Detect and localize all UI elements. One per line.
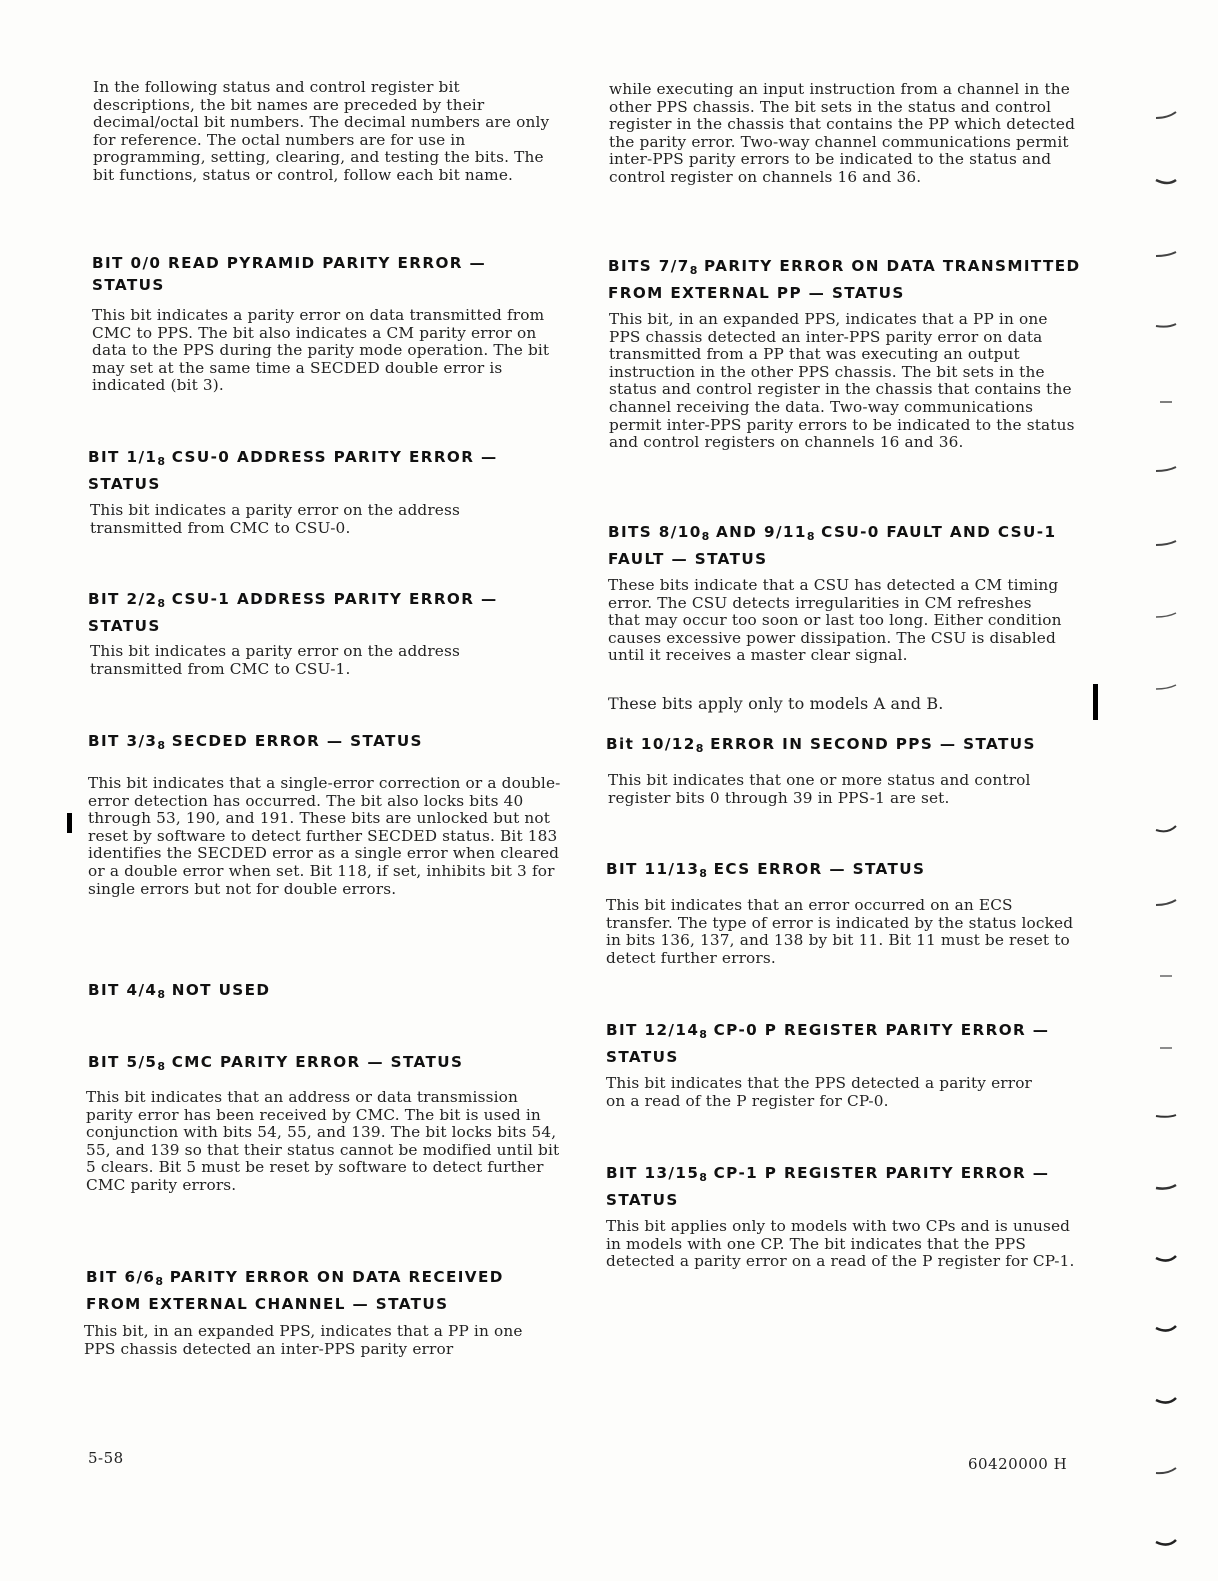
bit-12-heading <box>606 1019 1076 1068</box>
bit-0-heading <box>92 252 512 296</box>
intro-paragraph: In the following status and control register bit descriptions, the bit names are preceded by their decimal/octal bit numbers. The decimal numbers are only for reference. The octal numbers are for use in programming, setting, clearing, and testing the bits. The bit functions, status or control, follow each bit name. <box>93 78 550 184</box>
bit-9-number: AND 9/11 <box>716 523 807 541</box>
edge-mark-icon <box>1154 174 1180 188</box>
bit-11-description: This bit indicates that an error occurred on an ECS transfer. The type of error is indicated by the status locked in bits 136, 137, and 138 by bit 11. Bit 11 must be reset to detect further errors. <box>606 896 1074 967</box>
edge-mark-icon <box>1154 608 1180 622</box>
bit-13-title: CP-1 P REGISTER PARITY ERROR — STATUS <box>606 1164 1050 1209</box>
edge-mark-icon <box>1154 394 1180 408</box>
revision-bar <box>67 813 72 833</box>
bit-8-number: BITS 8/10 <box>608 523 702 541</box>
bit-8-9-title: CSU-0 FAULT AND CSU-1 FAULT — STATUS <box>608 523 1057 568</box>
bit-2-octal-subscript: 8 <box>157 597 166 610</box>
bit-10-number: Bit 10/12 <box>606 735 696 753</box>
edge-mark-icon <box>1154 680 1180 694</box>
edge-mark-icon <box>1154 1464 1180 1478</box>
bit-1-number: BIT 1/1 <box>88 448 158 466</box>
edge-mark-icon <box>1154 822 1180 836</box>
revision-bar <box>1093 684 1098 720</box>
edge-mark-icon <box>1154 1252 1180 1266</box>
bit-4-title: NOT USED <box>171 981 271 999</box>
bit-3-number: BIT 3/3 <box>88 732 158 750</box>
bit-2-description: This bit indicates a parity error on the address transmitted from CMC to CSU-1. <box>90 642 461 678</box>
edge-mark-icon <box>1154 1322 1180 1336</box>
bit-13-description: This bit applies only to models with two CPs and is unused in models with one CP. The bit indicates that the PPS detected a parity error on a read of the P register for CP-1. <box>606 1217 1075 1271</box>
bit-5-octal-subscript: 8 <box>157 1060 166 1073</box>
edge-mark-icon <box>1154 462 1180 476</box>
bit-3-heading <box>88 730 588 757</box>
bit-10-description: This bit indicates that one or more status and control register bits 0 through 39 in PPS-1 are set. <box>608 771 1031 807</box>
bit-2-title: CSU-1 ADDRESS PARITY ERROR — STATUS <box>88 590 498 635</box>
bit-1-description: This bit indicates a parity error on the address transmitted from CMC to CSU-0. <box>90 501 461 537</box>
bit-3-octal-subscript: 8 <box>157 739 166 752</box>
edge-mark-icon <box>1154 1108 1180 1122</box>
bit-2-heading <box>88 588 518 637</box>
bit-6-title: PARITY ERROR ON DATA RECEIVED FROM EXTERNAL CHANNEL — STATUS <box>86 1268 504 1313</box>
bit-1-octal-subscript: 8 <box>157 455 166 468</box>
bit-11-heading <box>606 858 1106 885</box>
bit-3-description: This bit indicates that a single-error correction or a double-error detection has occurred. The bit also locks bits 40 through 53, 190, and 191. These bits are unlocked but not reset by software to detect further SECDED status. Bit 183 identifies the SECDED error as a single error when cleared or a double error when set. Bit 118, if set, inhibits bit 3 for single errors but not for double errors. <box>88 774 561 898</box>
edge-mark-icon <box>1154 108 1180 122</box>
document-number: 60420000 H <box>968 1455 1068 1473</box>
continued-paragraph: while executing an input instruction from a channel in the other PPS chassis. The bit sets in the status and control register in the chassis that contains the PP which detected the parity error. Two-way channel communications permit inter-PPS parity errors to be indicated to the status and control register on channels 16 and 36. <box>609 80 1076 186</box>
bit-0-title: READ PYRAMID PARITY ERROR — STATUS <box>92 254 487 294</box>
edge-mark-icon <box>1154 968 1180 982</box>
bit-6-heading <box>86 1266 536 1315</box>
bit-6-description: This bit, in an expanded PPS, indicates that a PP in one PPS chassis detected an inter-PPS parity error <box>84 1322 523 1358</box>
edge-mark-icon <box>1154 896 1180 910</box>
bit-7-title: PARITY ERROR ON DATA TRANSMITTED FROM EXTERNAL PP — STATUS <box>608 257 1081 302</box>
bit-5-title: CMC PARITY ERROR — STATUS <box>171 1053 464 1071</box>
bit-1-heading <box>88 446 508 495</box>
edge-mark-icon <box>1154 1536 1180 1550</box>
bit-11-octal-subscript: 8 <box>699 867 707 880</box>
bit-13-number: BIT 13/15 <box>606 1164 700 1182</box>
bit-4-octal-subscript: 8 <box>157 988 166 1001</box>
bit-11-title: ECS ERROR — STATUS <box>713 860 926 878</box>
bit-8-9-note: These bits apply only to models A and B. <box>608 694 944 713</box>
bit-8-octal-subscript: 8 <box>701 530 710 543</box>
bit-11-number: BIT 11/13 <box>606 860 700 878</box>
bit-12-description: This bit indicates that the PPS detected a parity error on a read of the P register for CP-0. <box>606 1074 1033 1110</box>
edge-mark-icon <box>1154 248 1180 262</box>
edge-mark-icon <box>1154 1180 1180 1194</box>
bit-5-heading <box>88 1051 588 1078</box>
edge-mark-icon <box>1154 318 1180 332</box>
bit-4-number: BIT 4/4 <box>88 981 158 999</box>
bit-7-heading <box>608 255 1108 304</box>
edge-mark-icon <box>1154 1040 1180 1054</box>
bit-9-octal-subscript: 8 <box>806 530 815 543</box>
bit-10-heading <box>606 733 1106 760</box>
bit-0-description: This bit indicates a parity error on data transmitted from CMC to PPS. The bit also indicates a CM parity error on data to the PPS during the parity mode operation. The bit may set at the same time a SECDED double error is indicated (bit 3). <box>92 306 550 395</box>
bit-13-octal-subscript: 8 <box>699 1171 707 1184</box>
bit-1-title: CSU-0 ADDRESS PARITY ERROR — STATUS <box>88 448 498 493</box>
page-number: 5-58 <box>88 1449 124 1467</box>
bit-0-number: BIT 0/0 <box>92 254 162 272</box>
bit-6-octal-subscript: 8 <box>155 1275 164 1288</box>
bit-13-heading <box>606 1162 1076 1211</box>
bit-7-description: This bit, in an expanded PPS, indicates that a PP in one PPS chassis detected an inter-PPS parity error on data transmitted from a PP that was executing an output instruction in the other PPS chassis. The bit sets in the status and control register in the chassis that contains the channel receiving the data. Two-way communications permit inter-PPS parity errors to be indicated to the status and control registers on channels 16 and 36. <box>609 310 1075 452</box>
edge-mark-icon <box>1154 536 1180 550</box>
bit-12-number: BIT 12/14 <box>606 1021 700 1039</box>
bit-5-number: BIT 5/5 <box>88 1053 158 1071</box>
bit-3-title: SECDED ERROR — STATUS <box>171 732 423 750</box>
bit-7-number: BITS 7/7 <box>608 257 690 275</box>
bit-4-heading <box>88 979 588 1006</box>
edge-mark-icon <box>1154 1394 1180 1408</box>
bit-10-title: ERROR IN SECOND PPS — STATUS <box>710 735 1036 753</box>
bit-2-number: BIT 2/2 <box>88 590 158 608</box>
bit-5-description: This bit indicates that an address or data transmission parity error has been received by CMC. The bit is used in conjunction with bits 54, 55, and 139. The bit locks bits 54, 55, and 139 so that their status cannot be modified until bit 5 clears. Bit 5 must be reset by software to detect further CMC parity errors. <box>86 1088 560 1194</box>
bit-8-9-description: These bits indicate that a CSU has detected a CM timing error. The CSU detects irregularities in CM refreshes that may occur too soon or last too long. Either condition causes excessive power dissipation. The CSU is disabled until it receives a master clear signal. <box>608 576 1062 665</box>
bit-12-title: CP-0 P REGISTER PARITY ERROR — STATUS <box>606 1021 1050 1066</box>
bit-7-octal-subscript: 8 <box>689 264 698 277</box>
bit-10-octal-subscript: 8 <box>695 742 704 755</box>
bit-8-9-heading <box>608 521 1098 570</box>
bit-6-number: BIT 6/6 <box>86 1268 156 1286</box>
bit-12-octal-subscript: 8 <box>699 1028 707 1041</box>
